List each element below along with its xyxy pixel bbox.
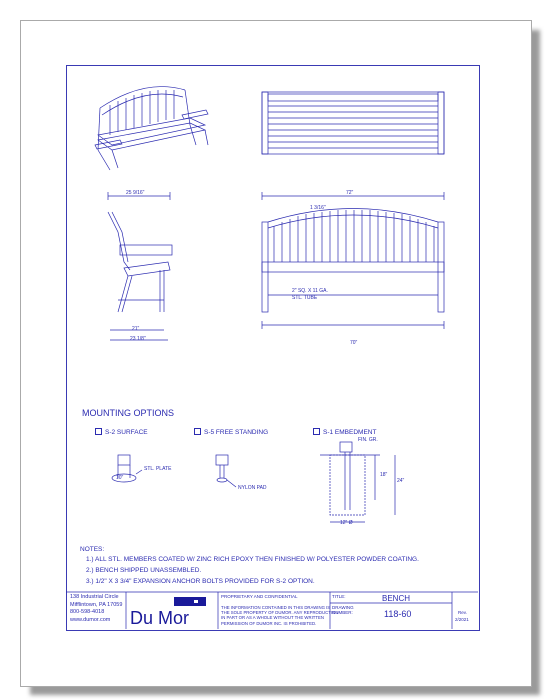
title-label: TITLE: [332,594,346,599]
top-view [262,92,444,154]
address-phone: 800-598-4018 [70,609,105,615]
proprietary-line-1: THE INFORMATION CONTAINED IN THIS DRAWING IS [221,605,331,610]
checkbox-icon [95,428,102,435]
address-website: www.dumor.com [70,616,111,623]
dim-tube: 2" SQ. X 11 GA. [292,288,328,294]
isometric-view [95,87,208,170]
mounting-details [112,442,395,522]
rev-label: Rev. [458,610,467,615]
option-s1 [313,428,376,436]
address-line-1: 138 Industrial Circle [70,594,119,600]
notes-heading: NOTES: [80,546,105,553]
callout-embed-b: 24" [397,478,405,484]
address-line-2: Mifflintown, PA 17059 [70,601,123,608]
side-view [108,192,172,340]
drawing-label: DRAWING [332,605,354,610]
front-view [262,192,444,329]
dim-slat-spacing: 1 3/16" [310,205,326,211]
callout-embed-c: 12" Ø [340,520,353,526]
note-1: 1.) ALL STL. MEMBERS COATED W/ ZINC RICH EPOXY THEN FINISHED W/ POLYESTER POWDER COATING. [86,556,419,563]
proprietary-line-3: IN PART OR AS A WHOLE WITHOUT THE WRITTEN [221,615,324,621]
proprietary-heading: PROPRIETARY AND CONFIDENTIAL [221,594,298,599]
dim-side-depth-b: 23 1/8" [130,336,146,342]
callout-embed-a: 18" [380,472,388,478]
proprietary-line-4: PERMISSION OF DUMOR INC. IS PROHIBITED. [221,620,317,626]
number-label: NUMBER: [332,610,353,615]
callout-nylon-pad: NYLON PAD [238,485,267,491]
option-s1-label: S-1 EMBEDMENT [323,429,377,436]
title-value: BENCH [382,594,411,603]
dim-front-width: 72" [346,190,354,196]
dim-side-depth-a: 21" [132,326,140,332]
dim-tube-2: STL. TUBE [292,295,318,301]
dumor-logo: Du Mor [130,608,190,628]
checkbox-icon [313,428,320,435]
proprietary-line-2: THE SOLE PROPERTY OF DUMOR. ANY REPRODUCTION [221,610,339,616]
rev-date: 2/2021 [455,617,469,622]
company-address [70,594,122,624]
callout-plate-dim: 10" [116,475,124,481]
option-s2-label: S-2 SURFACE [105,429,148,436]
dim-bottom-width: 70" [350,340,358,346]
dim-top-depth: 25 9/16" [126,190,145,196]
mounting-options-heading: MOUNTING OPTIONS [82,408,174,418]
proprietary-text [221,605,338,626]
note-3: 3.) 1/2" X 3 3/4" EXPANSION ANCHOR BOLTS PROVIDED FOR S-2 OPTION. [86,578,315,585]
option-s5-label: S-5 FREE STANDING [204,429,269,436]
front-slats [274,210,434,262]
callout-fin-gr: FIN. GR. [358,437,378,443]
option-s2 [95,428,148,436]
note-2: 2.) BENCH SHIPPED UNASSEMBLED. [86,567,202,574]
checkbox-icon [194,428,201,435]
option-s5 [194,428,268,436]
callout-stl-plate: STL. PLATE [144,466,172,472]
number-value: 118-60 [384,609,412,619]
